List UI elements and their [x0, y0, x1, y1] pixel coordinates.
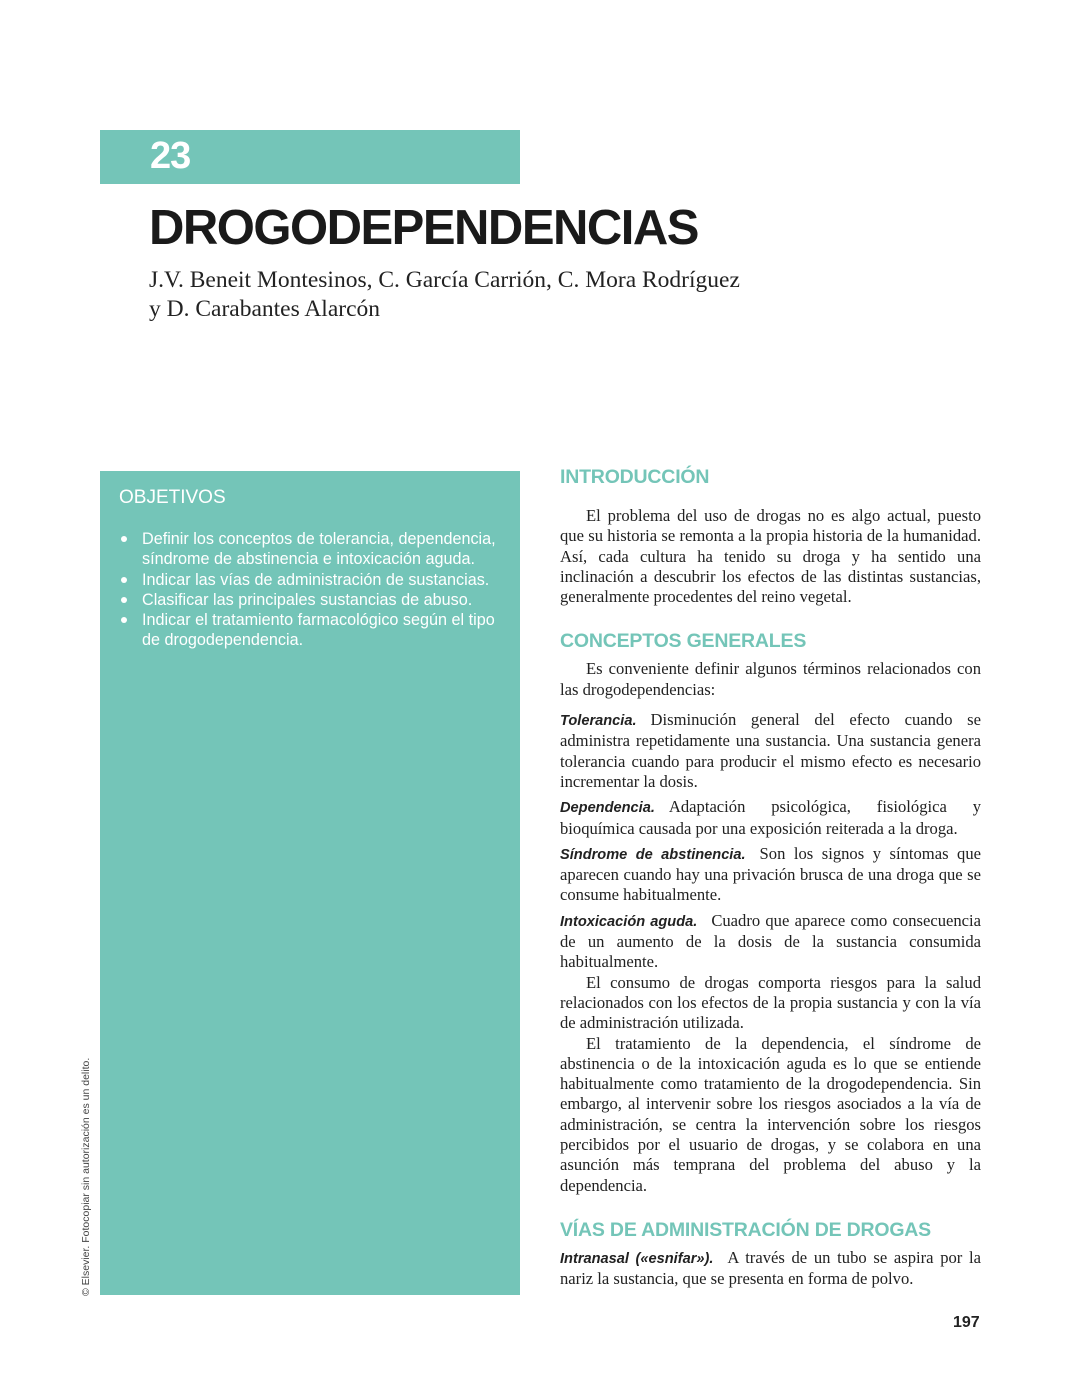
paragraph: Es conveniente definir algunos términos relacionados con las drogodependencias:	[560, 659, 981, 699]
authors-line-2: y D. Carabantes Alarcón	[149, 296, 381, 322]
section-heading: INTRODUCCIÓN	[560, 466, 710, 488]
definition-dependencia: Dependencia. Adaptación psicológica, fisiológica y bioquímica causada por una exposición reiterada a la droga.	[560, 797, 981, 838]
definition-term: Intranasal («esnifar»).	[560, 1250, 714, 1267]
objective-item: Definir los conceptos de tolerancia, dependencia, síndrome de abstinencia e intoxicación aguda.	[119, 529, 509, 570]
page-number: 197	[953, 1314, 980, 1331]
copyright-note: © Elsevier. Fotocopiar sin autorización es un delito.	[80, 1057, 92, 1296]
authors-line-1: J.V. Beneit Montesinos, C. García Carrión, C. Mora Rodríguez	[149, 267, 740, 293]
bullet-icon	[121, 617, 127, 623]
section-conceptos-generales	[560, 626, 981, 1195]
paragraph: El consumo de drogas comporta riesgos para la salud relacionados con los efectos de la propia sustancia y con la vía de administración utilizada.	[560, 972, 981, 1033]
definition-intoxicacion-aguda: Intoxicación aguda. Cuadro que aparece como consecuencia de un aumento de la dosis de la sustancia consumida habitualmente.	[560, 910, 981, 972]
bullet-icon	[121, 577, 127, 583]
definition-sindrome-abstinencia: Síndrome de abstinencia. Son los signos y síntomas que aparecen cuando hay una privación brusca de una droga que se consume habitualmente.	[560, 843, 982, 905]
definition-term: Tolerancia.	[560, 713, 637, 730]
section-heading: VÍAS DE ADMINISTRACIÓN DE DROGAS	[560, 1218, 931, 1241]
objectives-heading: OBJETIVOS	[119, 487, 226, 508]
objectives-box	[100, 471, 520, 1295]
authors	[149, 266, 849, 324]
bullet-icon	[121, 536, 127, 542]
objective-item: Indicar el tratamiento farmacológico según el tipo de drogodependencia.	[119, 610, 509, 651]
objectives-list	[119, 529, 509, 651]
chapter-title: DROGODEPENDENCIAS	[149, 201, 698, 255]
paragraph: El tratamiento de la dependencia, el síndrome de abstinencia o de la intoxicación aguda es lo que se entiende habitualmente como tratamiento de la drogodependencia. Sin embargo, al intervenir sobre los riesgos asociados a la vía de administración, se centra la intervención sobre los riesgos percibidos por el usuario de drogas, y se colabora en una asunción más temprana del problema del abuso y la dependencia.	[560, 1033, 981, 1195]
main-column	[560, 462, 981, 1290]
definition-term: Dependencia.	[560, 800, 655, 817]
section-introduccion	[560, 462, 981, 607]
definition-tolerancia: Tolerancia. Disminución general del efecto cuando se administra repetidamente una sustancia. Una sustancia genera tolerancia cuando para producir el mismo efecto es necesario incrementar la dosis.	[560, 710, 981, 791]
section-heading: CONCEPTOS GENERALES	[560, 630, 807, 653]
chapter-number: 23	[150, 135, 191, 177]
bullet-icon	[121, 597, 127, 603]
objective-item: Indicar las vías de administración de sustancias.	[119, 570, 509, 590]
objective-item: Clasificar las principales sustancias de abuso.	[119, 590, 509, 610]
definition-term: Intoxicación aguda.	[560, 913, 698, 930]
definition-intranasal: Intranasal («esnifar»). A través de un tubo se aspira por la nariz la sustancia, que se presenta en forma de polvo.	[560, 1247, 981, 1289]
section-vias-administracion	[560, 1215, 981, 1290]
definition-term: Síndrome de abstinencia.	[560, 846, 746, 863]
chapter-number-bar	[100, 130, 520, 184]
paragraph: El problema del uso de drogas no es algo actual, puesto que su historia se remonta a la propia historia de la humanidad. Así, cada cultura ha tenido su droga y ha sentido una inclinación a descubrir los efectos de las distintas sustancias, generalmente procedentes del reino vegetal.	[560, 506, 981, 607]
